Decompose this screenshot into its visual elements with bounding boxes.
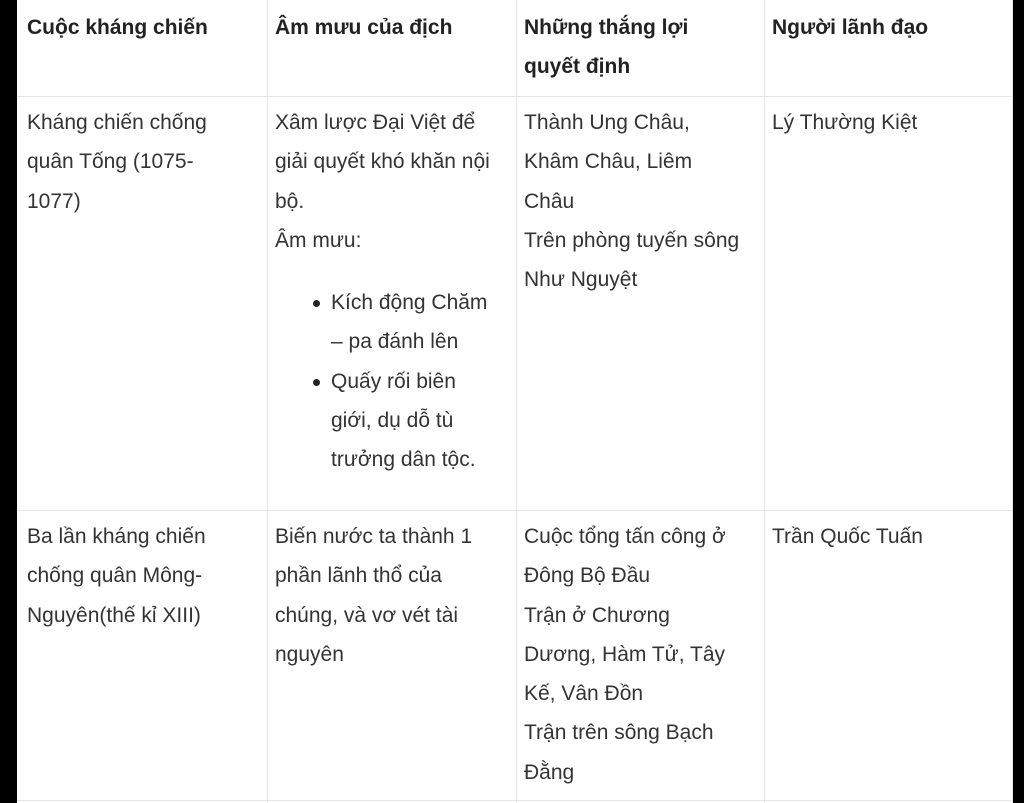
cell-text: Kế, Vân Đồn [524, 682, 644, 706]
header-text: Âm mưu của địch [275, 16, 453, 39]
cell-text: Kháng chiến chống [27, 111, 207, 134]
cell-text: Châu [524, 189, 575, 213]
header-plot [275, 8, 507, 47]
cell-text: Đông Bộ Đầu [524, 564, 651, 588]
cell-text: quân Tống (1075- [27, 150, 194, 174]
header-text: Những thắng lợi [524, 16, 689, 39]
cell-text: Biến nước ta thành 1 [275, 525, 473, 548]
cell-text: Trần Quốc Tuấn [772, 525, 923, 548]
row-divider [17, 510, 1013, 511]
cell-text: Trên phòng tuyến sông [524, 228, 740, 252]
cell-text: Thành Ung Châu, [524, 111, 690, 134]
cell-text: Ba lần kháng chiến [27, 525, 206, 548]
cell-text: giới, dụ dỗ tù [331, 409, 454, 433]
cell-text: 1077) [27, 189, 81, 213]
cell-text: Âm mưu: [275, 228, 362, 252]
header-leader [772, 8, 1004, 47]
cell-text: giải quyết khó khăn nội [275, 150, 490, 174]
cell-text: Nguyên(thế kỉ XIII) [27, 603, 201, 627]
cell-text: Trận trên sông Bạch [524, 721, 714, 745]
cell-victories-2 [524, 517, 760, 792]
cell-text: trưởng dân tộc. [331, 448, 476, 472]
header-victories [524, 8, 756, 87]
cell-text: – pa đánh lên [331, 330, 459, 354]
column-divider [764, 0, 765, 803]
row-divider [17, 96, 1013, 97]
table-container [17, 0, 1013, 803]
cell-text: Kích động Chăm [331, 291, 488, 315]
cell-text: bộ. [275, 189, 305, 213]
plot-bullet-list [275, 283, 511, 479]
cell-text: chống quân Mông- [27, 564, 203, 588]
cell-leader-2 [772, 517, 1004, 556]
cell-text: Lý Thường Kiệt [772, 111, 918, 134]
cell-text: Trận ở Chương [524, 603, 670, 627]
cell-text: chúng, và vơ vét tài [275, 603, 459, 627]
header-text: Người lãnh đạo [772, 16, 929, 39]
cell-text: Xâm lược Đại Việt để [275, 111, 476, 134]
cell-leader-1 [772, 103, 1004, 142]
cell-text: Như Nguyệt [524, 268, 638, 292]
cell-text: Đằng [524, 760, 575, 784]
column-divider [1012, 0, 1013, 803]
cell-text: Khâm Châu, Liêm [524, 150, 693, 174]
list-item [275, 283, 511, 362]
cell-text: Dương, Hàm Tử, Tây [524, 642, 725, 666]
cell-text: Cuộc tổng tấn công ở [524, 525, 726, 548]
column-divider [516, 0, 517, 803]
cell-text: Quấy rối biên [331, 369, 456, 393]
cell-plot-1 [275, 103, 511, 480]
header-war [27, 8, 257, 47]
column-divider [267, 0, 268, 803]
cell-text: phần lãnh thổ của [275, 564, 442, 588]
cell-war-1 [27, 103, 259, 221]
cell-war-2 [27, 517, 259, 635]
cell-text: nguyên [275, 642, 344, 666]
header-text: quyết định [524, 55, 631, 79]
cell-victories-1 [524, 103, 760, 299]
row-divider [17, 800, 1013, 801]
cell-plot-2 [275, 517, 511, 674]
list-item [275, 362, 511, 480]
header-text: Cuộc kháng chiến [27, 16, 208, 39]
